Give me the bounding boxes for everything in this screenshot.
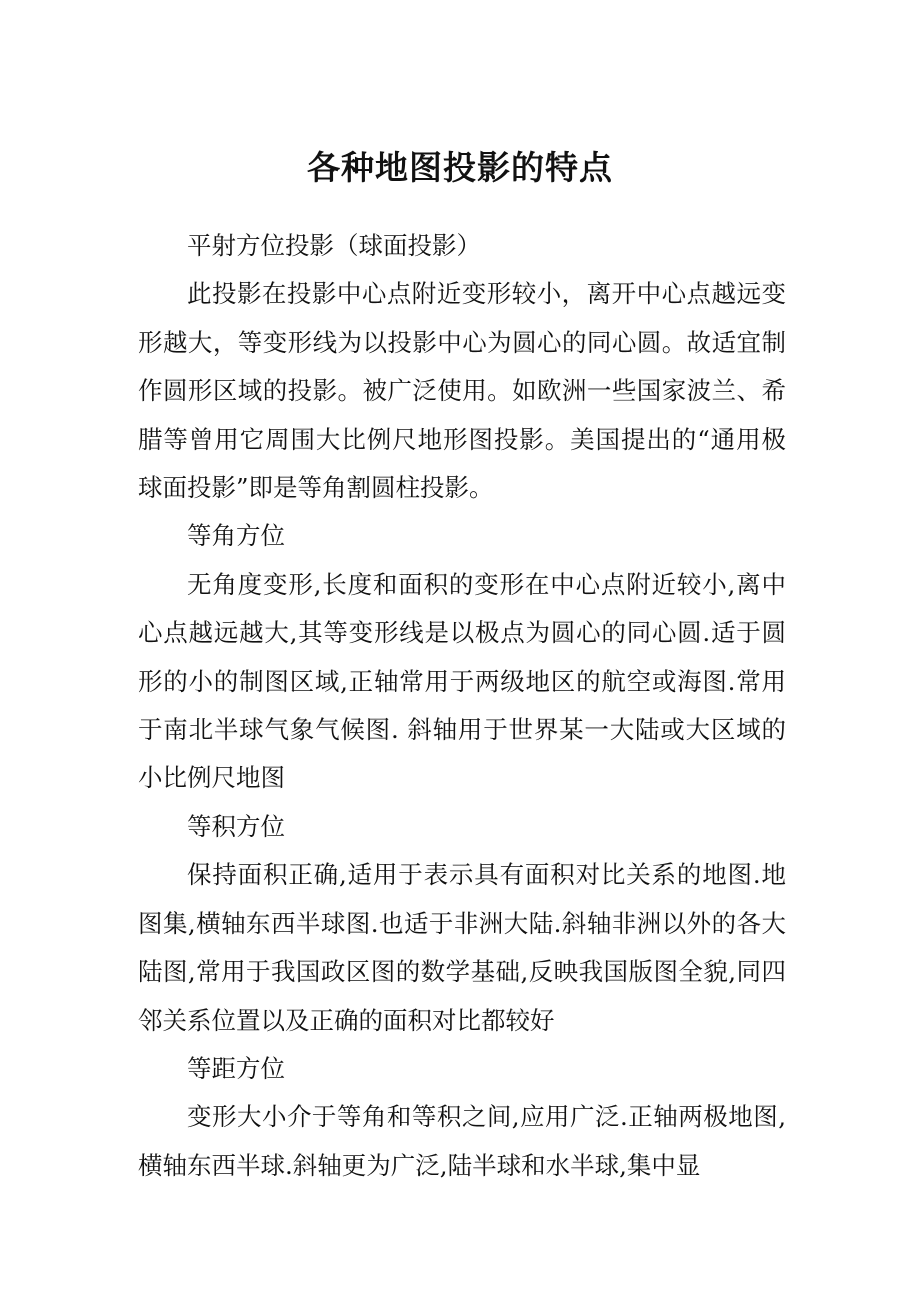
- document-title: 各种地图投影的特点: [307, 148, 613, 187]
- section-heading-stereographic: 平射方位投影（球面投影）: [187, 231, 481, 260]
- paragraph-equal-area-azimuthal: 保持面积正确,适用于表示具有面积对比关系的地图.地图集,横轴东西半球图.也适于非洲大陆.斜轴非洲以外的各大陆图,常用于我国政区图的数学基础,反映我国版图全貌,同四邻关系位置以及正确的面积对比都较好: [138, 860, 786, 1035]
- section-heading-equal-area-azimuthal: 等积方位: [187, 811, 285, 841]
- paragraph-stereographic: 此投影在投影中心点附近变形较小，离开中心点越远变形越大，等变形线为以投影中心为圆心的同心圆。故适宜制作圆形区域的投影。被广泛使用。如欧洲一些国家波兰、希腊等曾用它周围大比例尺地形图投影。美国提出的“通用极球面投影”即是等角割圆柱投影。: [138, 279, 786, 503]
- paragraph-equidistant-azimuthal: 变形大小介于等角和等积之间,应用广泛.正轴两极地图,横轴东西半球.斜轴更为广泛,陆半球和水半球,集中显: [138, 1102, 786, 1180]
- paragraph-conformal-azimuthal: 无角度变形,长度和面积的变形在中心点附近较小,离中心点越远越大,其等变形线是以极点为圆心的同心圆.适于圆形的小的制图区域,正轴常用于两级地区的航空或海图.常用于南北半球气象气候图. 斜轴用于世界某一大陆或大区域的小比例尺地图: [138, 569, 786, 793]
- section-heading-conformal-azimuthal: 等角方位: [187, 521, 285, 551]
- section-heading-equidistant-azimuthal: 等距方位: [187, 1053, 285, 1083]
- document-body: [138, 222, 786, 1190]
